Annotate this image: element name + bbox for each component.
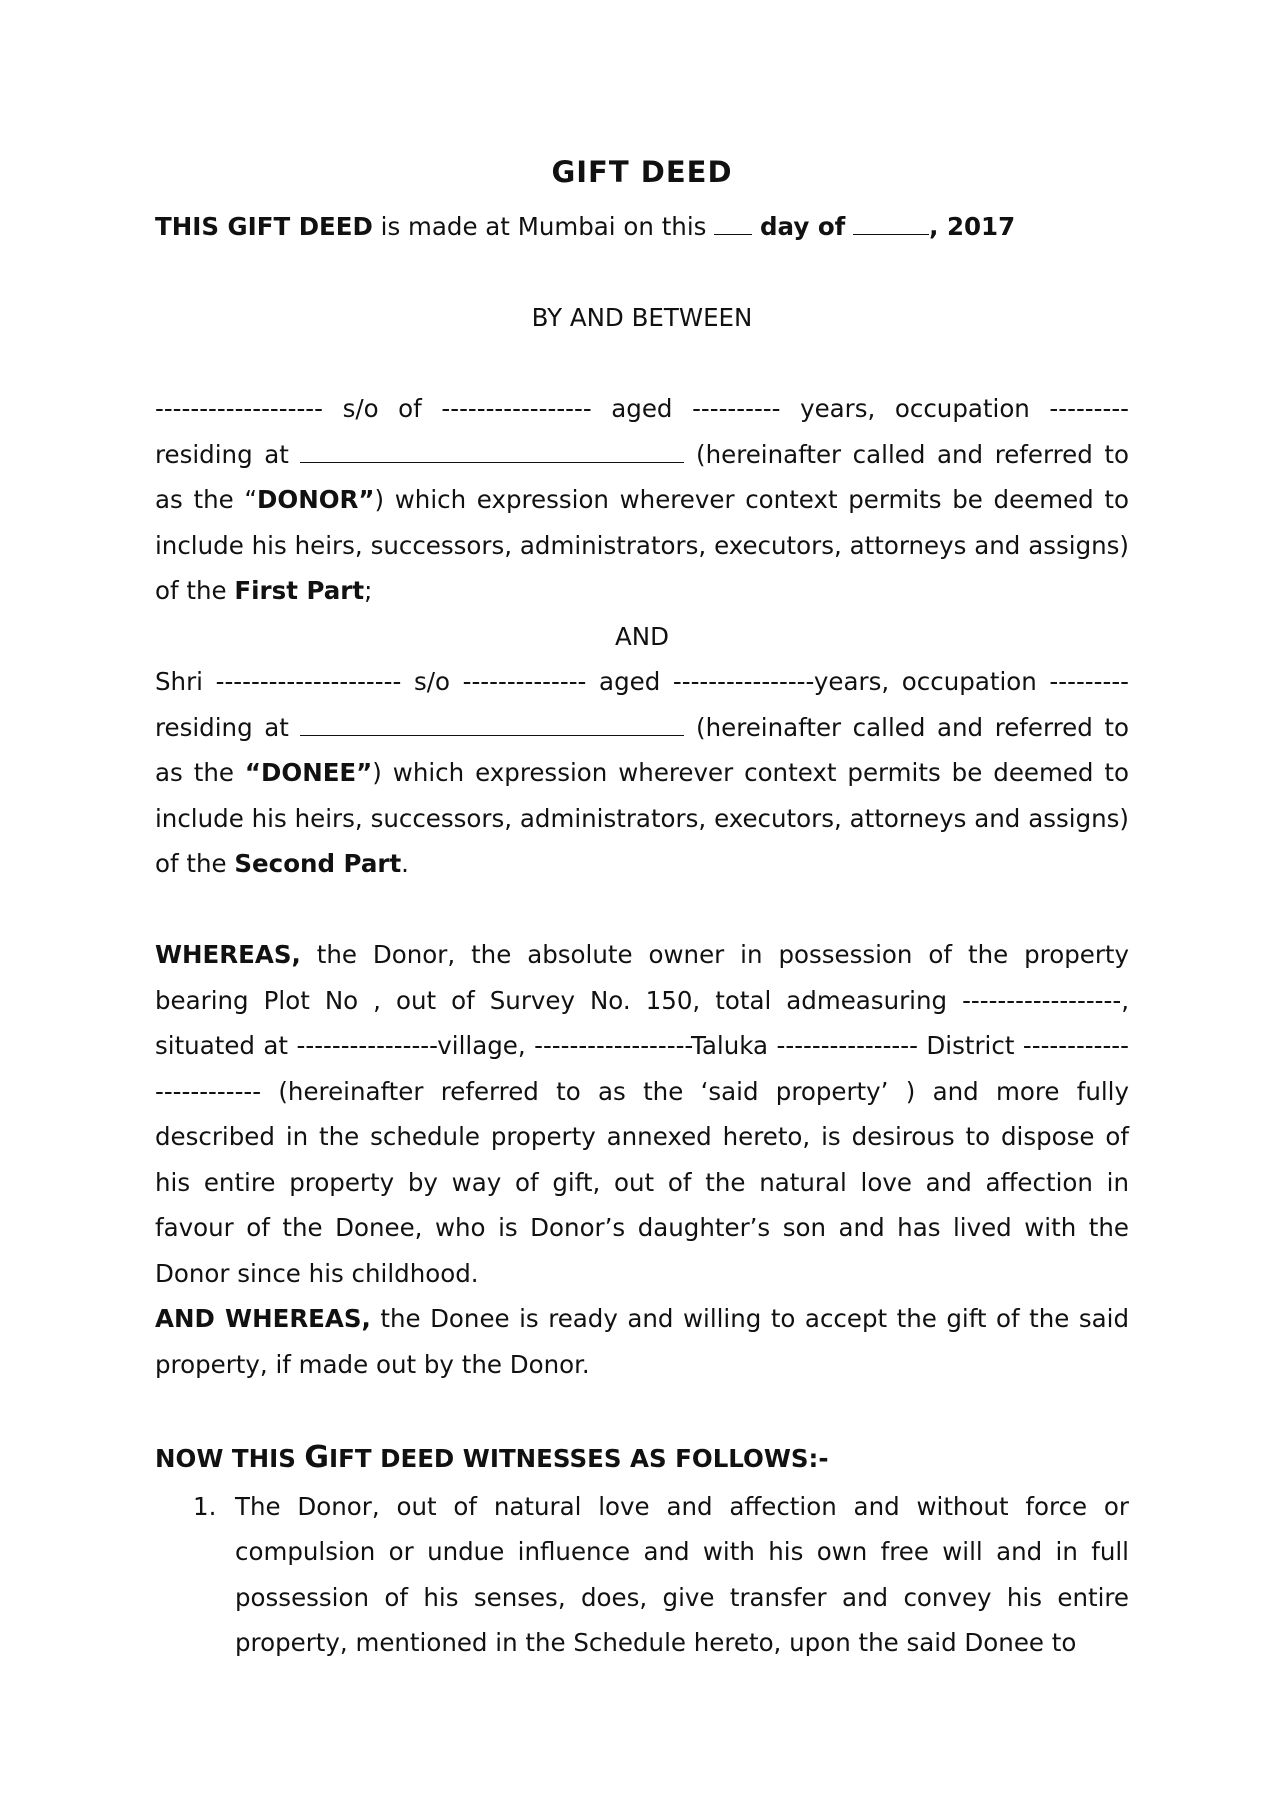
and-separator: AND <box>615 621 669 651</box>
clause-list <box>155 1484 1129 1666</box>
donee-text-a: (hereinafter called and referred to as the <box>155 712 1129 787</box>
clause-text: The Donor, out of natural love and affection and without force or compulsion or undue influence and with his own free will and in full possession of his senses, does, give transfer and convey his entire property, mentioned in the Schedule hereto, upon the said Donee to <box>235 1491 1129 1657</box>
donor-text-b: ) which expression wherever context permits be deemed to include his heirs, successors, administrators, executors, attorneys and assigns) of the <box>155 485 1129 605</box>
donor-address-blank <box>300 438 684 463</box>
donor-details: ------------------- s/o of ----------------- aged ---------- years, occupation --------- residing at <box>155 394 1129 469</box>
donee-part: Second Part <box>234 849 402 878</box>
donor-end: ; <box>364 576 373 605</box>
and-whereas-paragraph <box>155 1296 1129 1387</box>
by-and-between: BY AND BETWEEN <box>531 303 753 332</box>
and-whereas-lead: AND WHEREAS, <box>155 1304 371 1333</box>
donee-end: . <box>401 849 409 878</box>
donee-label: “DONEE” <box>244 758 373 787</box>
whereas-paragraph <box>155 932 1129 1296</box>
witnesses-heading-g: G <box>304 1439 330 1475</box>
opening-day-of: day of <box>760 212 846 241</box>
whereas-lead: WHEREAS, <box>155 940 301 969</box>
opening-year: , 2017 <box>929 212 1016 241</box>
witnesses-heading-a: NOW THIS <box>155 1443 305 1473</box>
clause-item <box>193 1484 1129 1666</box>
opening-line <box>155 204 1129 250</box>
donee-address-blank <box>300 711 684 736</box>
deed-body <box>155 150 1129 1666</box>
donor-paragraph <box>155 386 1129 614</box>
donor-text-a: (hereinafter called and referred to as the “ <box>155 439 1129 514</box>
opening-text: is made at Mumbai on this <box>372 212 715 241</box>
donee-details: Shri --------------------- s/o -------------- aged ----------------years, occupation ---------residing at <box>155 667 1129 742</box>
donee-paragraph <box>155 659 1129 887</box>
month-blank <box>853 210 929 235</box>
and-whereas-text: the Donee is ready and willing to accept the gift of the said property, if made out by the Donor. <box>155 1304 1129 1379</box>
page-title: GIFT DEED <box>551 155 733 189</box>
opening-lead: THIS GIFT DEED <box>155 212 373 241</box>
clause-number: 1. <box>193 1491 217 1521</box>
donee-text-b: ) which expression wherever context permits be deemed to include his heirs, successors, administrators, executors, attorneys and assigns) of the <box>155 758 1130 878</box>
whereas-text: the Donor, the absolute owner in possession of the property bearing Plot No , out of Survey No. 150, total admeasuring ------------------, situated at ----------------village, ------------------Taluka ---------------- District ------------------------ (hereinafter referred to as the ‘said property’ ) and more fully described in the schedule property annexed hereto, is desirous to dispose of his entire property by way of gift, out of the natural love and affection in favour of the Donee, who is Donor’s daughter’s son and has lived with the Donor since his childhood. <box>155 940 1129 1288</box>
witnesses-heading <box>155 1433 1129 1484</box>
donor-part: First Part <box>234 576 365 605</box>
witnesses-heading-b: IFT DEED WITNESSES AS FOLLOWS:- <box>329 1443 829 1473</box>
day-blank <box>714 210 752 235</box>
donor-label: DONOR” <box>257 485 375 514</box>
